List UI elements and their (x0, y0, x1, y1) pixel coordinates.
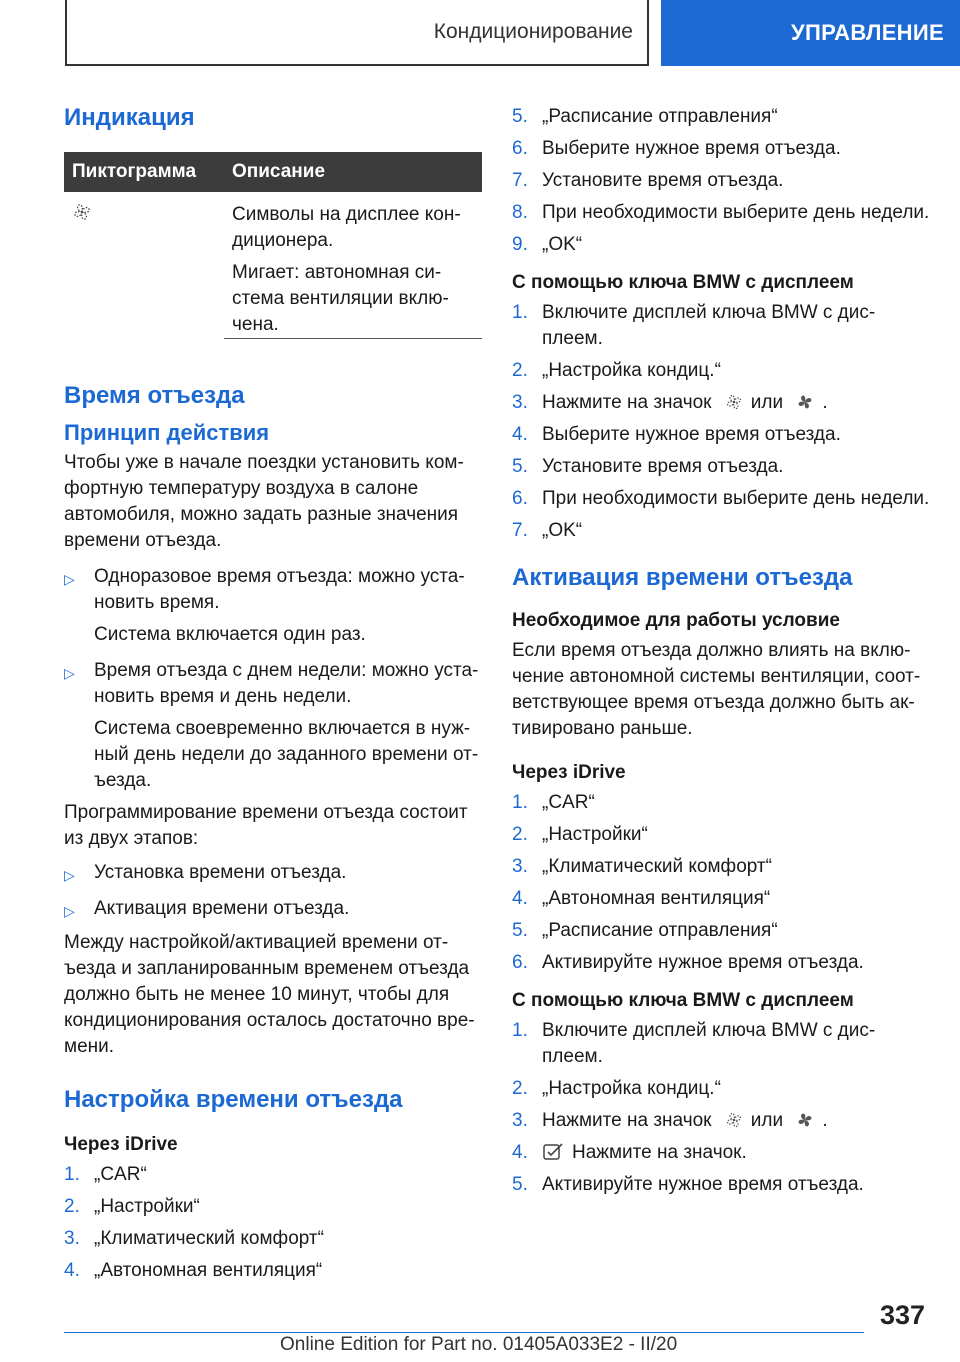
header-chapter-label: УПРАВЛЕНИЕ (791, 20, 944, 45)
table-desc-2: Мигает: автономная си-стема вентиляции вклю-чена. (232, 262, 449, 335)
list-item: 2. „Настройки“ (512, 824, 648, 845)
interval-text: Между настройкой/активацией времени от-ъезда и запланированным временем отъезда должно быть не менее 10 минут, чтобы для кондиционирования осталось достаточно вре-мени. (64, 932, 475, 1057)
list-item: 8. При необходимости выберите день недели. (512, 202, 930, 223)
list-item: 1. Включите дисплей ключа BMW с дис-плеем. (512, 302, 876, 349)
activation-idrive-list (512, 790, 930, 976)
triangle-bullet-icon: ▷ (64, 665, 75, 681)
list-item: ▷ Одноразовое время отъезда: можно уста-новить время. (64, 564, 482, 616)
table-desc-1: Символы на дисплее кон-диционера. (232, 204, 461, 251)
list-item: 3. „Климатический комфорт“ (64, 1228, 324, 1249)
fan-solid-icon (796, 393, 814, 411)
list-item: 4. Нажмите на значок. (512, 1142, 747, 1163)
table-header-pictogram: Пиктограмма (64, 152, 224, 192)
indication-table (64, 152, 482, 352)
table-header-description: Описание (224, 152, 482, 192)
list-item: 6. Выберите нужное время отъезда. (512, 138, 841, 159)
footer-divider (64, 1332, 864, 1333)
setting-title: Настройка времени отъезда (64, 1086, 403, 1113)
setting-key-title: С помощью ключа BMW с дисплеем (512, 272, 854, 293)
header-section-label: Кондиционирование (433, 20, 633, 43)
table-divider (224, 338, 482, 339)
triangle-bullet-icon: ▷ (64, 867, 75, 883)
departure-types-list (64, 564, 482, 616)
list-item: 4. Выберите нужное время отъезда. (512, 424, 841, 445)
list-item: 3. Нажмите на значок или . (512, 1110, 828, 1131)
fan-dotted-icon (725, 393, 743, 411)
fan-solid-icon (796, 1111, 814, 1129)
list-item: 2. „Настройка кондиц.“ (512, 1078, 721, 1099)
right-column (512, 104, 930, 1204)
bullet-subtext: Система включается один раз. (94, 624, 366, 645)
principle-title: Принцип действия (64, 420, 270, 445)
fan-dotted-icon (725, 1111, 743, 1129)
bullet-subtext: Система своевременно включается в нуж-ный день недели до заданного времени от-ъезда. (94, 718, 479, 791)
header-section (65, 0, 649, 66)
setting-idrive-list-cont (512, 104, 930, 258)
list-item: 6. При необходимости выберите день недели. (512, 488, 930, 509)
fan-dotted-icon (72, 202, 92, 222)
left-column (64, 96, 482, 1290)
header-chapter (661, 0, 960, 66)
triangle-bullet-icon: ▷ (64, 571, 75, 587)
departure-types-list-2 (64, 658, 482, 710)
activate-checkbox-icon (542, 1142, 564, 1162)
list-item: 5. „Расписание отправления“ (512, 106, 778, 127)
list-item: 5. Установите время отъезда. (512, 456, 784, 477)
setting-idrive-title: Через iDrive (64, 1134, 178, 1155)
principle-text: Чтобы уже в начале поездки установить ком-фортную температуру воздуха в салоне автомобиля, можно задать разные значения времени отъезда. (64, 452, 464, 551)
list-item: 3. „Климатический комфорт“ (512, 856, 772, 877)
activation-cond-title: Необходимое для работы условие (512, 610, 840, 631)
list-item: 1. Включите дисплей ключа BMW с дис-плеем. (512, 1020, 876, 1067)
list-item: ▷ Активация времени отъезда. (64, 896, 482, 924)
list-item: 7. „OK“ (512, 520, 583, 541)
activation-title: Активация времени отъезда (512, 564, 853, 591)
list-item: 5. „Расписание отправления“ (512, 920, 778, 941)
table-cell-icon (64, 192, 224, 352)
list-item: 9. „OK“ (512, 234, 583, 255)
list-item: 5. Активируйте нужное время отъезда. (512, 1174, 864, 1195)
triangle-bullet-icon: ▷ (64, 903, 75, 919)
table-row (64, 192, 482, 352)
list-item: 2. „Настройка кондиц.“ (512, 360, 721, 381)
table-cell-description (224, 192, 482, 352)
list-item: 1. „CAR“ (64, 1164, 147, 1185)
list-item: 7. Установите время отъезда. (512, 170, 784, 191)
activation-key-list (512, 1018, 930, 1198)
setting-idrive-list (64, 1162, 482, 1284)
list-item: ▷ Установка времени отъезда. (64, 860, 482, 888)
indication-title: Индикация (64, 104, 195, 131)
programming-text: Программирование времени отъезда состоит из двух этапов: (64, 802, 468, 849)
footer-edition: Online Edition for Part no. 01405A033E2 - II/20 (280, 1334, 678, 1355)
programming-steps-list (64, 860, 482, 924)
list-item: 2. „Настройки“ (64, 1196, 200, 1217)
activation-key-title: С помощью ключа BMW с дисплеем (512, 990, 854, 1011)
page-number: 337 (880, 1300, 926, 1330)
list-item: 4. „Автономная вентиляция“ (64, 1260, 323, 1281)
list-item: 6. Активируйте нужное время отъезда. (512, 952, 864, 973)
departure-title: Время отъезда (64, 382, 245, 409)
list-item: ▷ Время отъезда с днем недели: можно уста-новить время и день недели. (64, 658, 482, 710)
list-item: 1. „CAR“ (512, 792, 595, 813)
list-item: 4. „Автономная вентиляция“ (512, 888, 771, 909)
activation-idrive-title: Через iDrive (512, 762, 626, 783)
list-item: 3. Нажмите на значок или . (512, 392, 828, 413)
activation-cond-text: Если время отъезда должно влиять на вклю-чение автономной системы вентиляции, соот-ветствующее время отъезда должно быть ак-тивировано раньше. (512, 640, 921, 739)
setting-key-list (512, 300, 930, 544)
